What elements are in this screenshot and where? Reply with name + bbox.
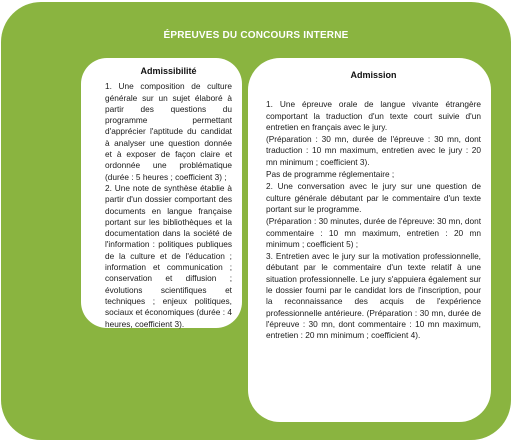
admissibilite-paragraph-1: 1. Une composition de culture générale sur un sujet élaboré à partir des questions du programme permettant d'apprécier l'aptitude du candidat à analyser une question donnée et à exposer de façon claire et ordonnée une problématique (durée : 5 heures ; coefficient 3) ;: [105, 81, 232, 182]
admission-paragraph-6: 3. Entretien avec le jury sur la motivation professionnelle, débutant par le commentaire d'un texte relatif à une situation professionnelle. Le jury s'appuiera également sur le dossier fourni par le candidat lors de l'inscription, pour la reconnaissance des acquis de l'expérience professionnelle antérieure. (Préparation : 30 mn, durée de l'épreuve : 30 mn, dont commentaire : 10 mn maximum, entretien : 20 mn minimum ; coefficient 4).: [266, 251, 481, 341]
admission-paragraph-2: (Préparation : 30 mn, durée de l'épreuve : 30 mn, dont traduction : 10 mn maximum, entretien avec le jury : 20 mn minimum ; coefficient 3).: [266, 134, 481, 167]
admission-paragraph-1: 1. Une épreuve orale de langue vivante étrangère comportant la traduction d'un texte court suivie d'un entretien en français avec le jury.: [266, 99, 481, 132]
admission-paragraph-4: 2. Une conversation avec le jury sur une question de culture générale débutant par le commentaire d'un texte portant sur le programme.: [266, 181, 481, 214]
admissibilite-paragraph-2: 2. Une note de synthèse établie à partir d'un dossier comportant des documents en langue française portant sur les bibliothèques et la documentation dans la société de l'information : politiques publiques de la culture et de l'éducation ; information et communication ; conservation et diffusion ; évolutions scientifiques et techniques ; enjeux politiques, sociaux et économiques (durée : 4 heures, coefficient 3).: [105, 182, 232, 329]
admission-title: Admission: [350, 70, 397, 80]
admission-card: [248, 58, 491, 422]
exam-panel: [1, 2, 511, 440]
admissibilite-card: [81, 58, 242, 328]
admission-paragraph-3: Pas de programme réglementaire ;: [266, 169, 395, 180]
admissibilite-title: Admissibilité: [140, 66, 197, 76]
admission-paragraph-5: (Préparation : 30 minutes, durée de l'épreuve: 30 mn, dont commentaire : 10 mn maximum, entretien : 20 mn minimum ; coefficient 5) ;: [266, 216, 481, 249]
panel-title: ÉPREUVES DU CONCOURS INTERNE: [163, 30, 349, 41]
